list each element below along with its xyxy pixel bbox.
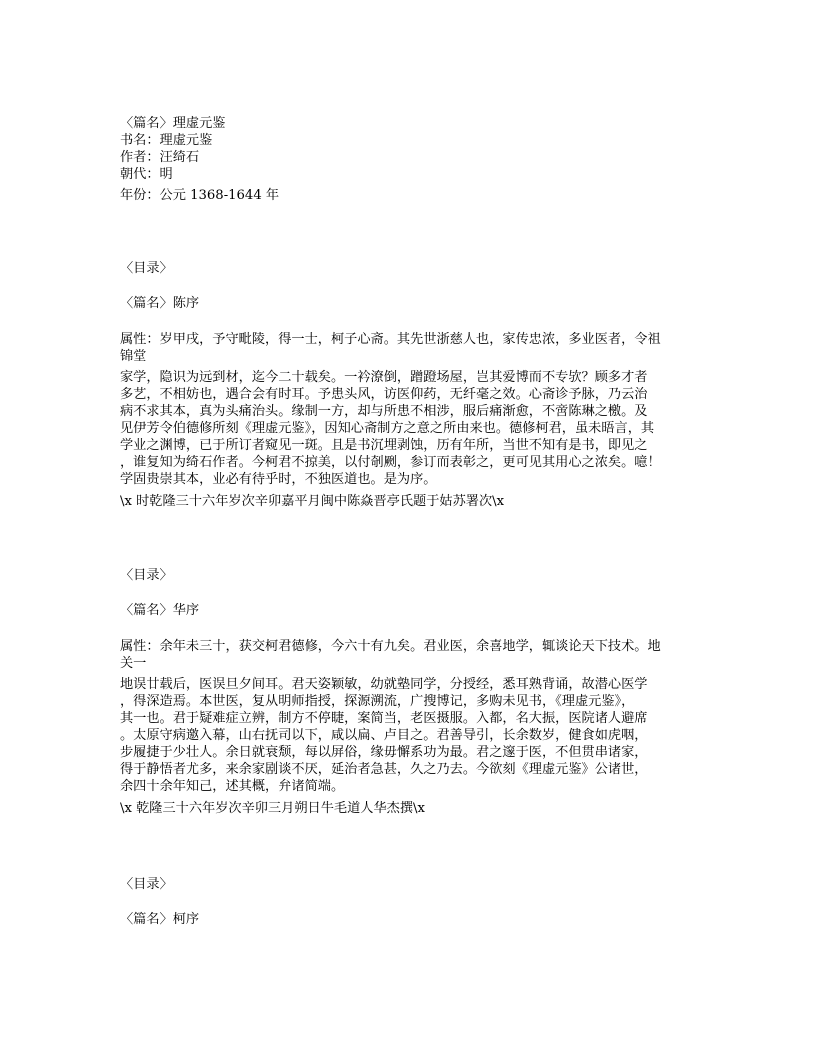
toc-heading: 〈目录〉 (120, 568, 173, 583)
paragraph-line: 其一也。君于疑难症立辨，制方不停睫，案简当，老医摄服。入都，名大振，医院诸人避席 (120, 711, 648, 726)
section-title: 〈篇名〉陈序 (120, 296, 200, 311)
paragraph-line: 关一 (120, 656, 147, 671)
paragraph-line: 。太原守病邀入幕，山右抚司以下，咸以扁、卢目之。君善导引，长余数岁，健食如虎咽， (120, 728, 648, 743)
paragraph-line: 地误廿载后，医误旦夕间耳。君天姿颖敏，幼就塾同学，分授经，悉耳熟背诵，故潜心医学 (120, 677, 648, 692)
paragraph-line: 属性：余年未三十，获交柯君德修，今六十有九矣。君业医，余喜地学，辄谈论天下技术。地 (120, 639, 661, 654)
paragraph-line: 余四十余年知己，述其概，弁诸简端。 (120, 779, 345, 794)
paragraph-line: 病不求其本，真为头痛治头。缘制一方，却与所患不相涉，服后痛渐愈，不啻陈琳之檄。及 (120, 404, 648, 419)
paragraph-line: 家学，隐识为远到材，迄今二十载矣。一衿潦倒，蹭蹬场屋，岂其爱博而不专欤？顾多才者 (120, 370, 648, 385)
paragraph-line: 学业之渊博，已于所订者窥见一斑。且是书沉埋剥蚀，历有年所，当世不知有是书，即见之 (120, 438, 648, 453)
paragraph-line: 锦堂 (120, 349, 147, 364)
paragraph-line: 得于静悟者尤多，来余家剧谈不厌，延治者急甚，久之乃去。今欲刻《理虚元鉴》公诸世， (120, 762, 648, 777)
paragraph-line: ，谁复知为绮石作者。今柯君不掠美，以付剞劂，参订而表彰之，更可见其用心之浓矣。噫！ (120, 455, 661, 470)
paragraph-line: 属性：岁甲戌，予守毗陵，得一士，柯子心斋。其先世浙慈人也，家传忠浓，多业医者，令祖 (120, 332, 661, 347)
colophon-line: \x 时乾隆三十六年岁次辛卯嘉平月闽中陈焱晋亭氏题于姑苏署次\x (120, 494, 505, 509)
year: 年份：公元 1368-1644 年 (120, 188, 280, 203)
paragraph-line: 学固贵崇其本，业必有待乎时，不独医道也。是为序。 (120, 472, 437, 487)
toc-heading: 〈目录〉 (120, 261, 173, 276)
author: 作者：汪绮石 (120, 150, 200, 165)
chapter-title: 〈篇名〉理虚元鉴 (120, 116, 226, 131)
dynasty: 朝代：明 (120, 167, 173, 182)
colophon-line: \x 乾隆三十六年岁次辛卯三月朔日牛毛道人华杰撰\x (120, 801, 425, 816)
paragraph-line: 步履捷于少壮人。余日就衰颓，每以屏俗，缘毋懈系功为最。君之邃于医，不但贯串诸家， (120, 745, 648, 760)
book-name: 书名：理虚元鉴 (120, 133, 213, 148)
section-title: 〈篇名〉华序 (120, 603, 200, 618)
paragraph-line: ，得深造焉。本世医，复从明师指授，探源溯流，广搜博记，多购未见书，《理虚元鉴》， (120, 694, 635, 709)
paragraph-line: 多艺，不相妨也，遇合会有时耳。予患头风，访医仰药，无纤毫之效。心斋诊予脉，乃云治 (120, 387, 648, 402)
paragraph-line: 见伊芳令伯德修所刻《理虚元鉴》，因知心斋制方之意之所由来也。德修柯君，虽未晤言，其 (120, 421, 655, 436)
toc-heading: 〈目录〉 (120, 877, 173, 892)
section-title: 〈篇名〉柯序 (120, 912, 200, 927)
